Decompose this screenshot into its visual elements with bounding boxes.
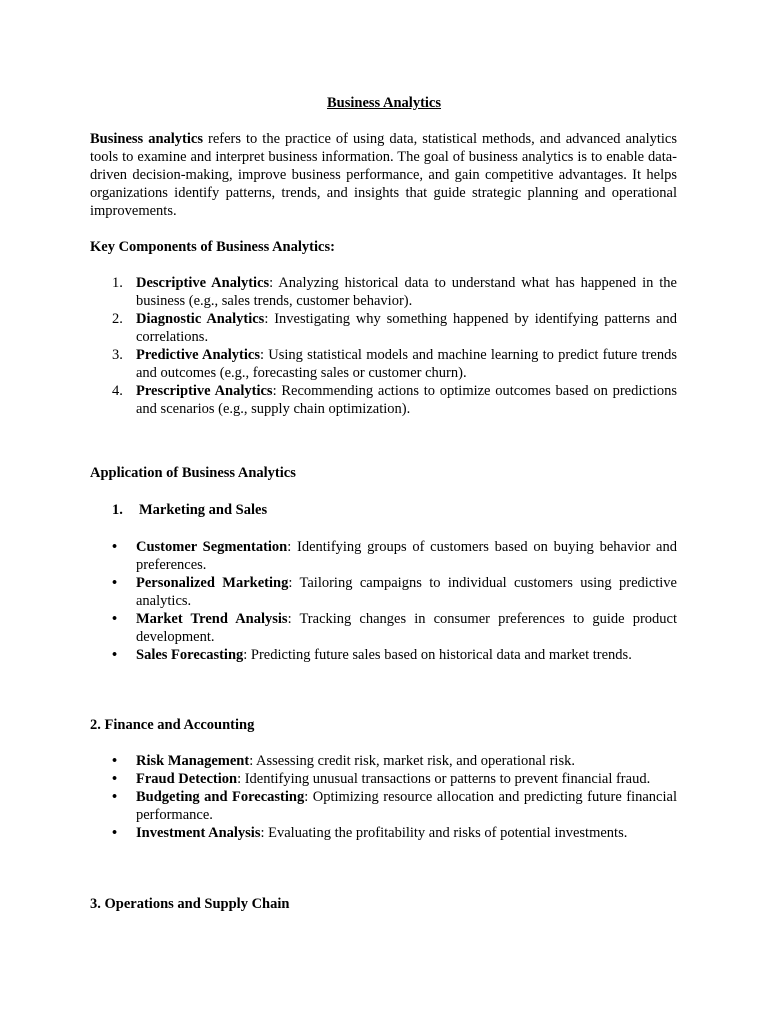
marketing-title: Marketing and Sales [139, 502, 268, 518]
document-title: Business Analytics [326, 95, 442, 111]
components-heading: Key Components of Business Analytics: [90, 239, 335, 255]
list-item: • Risk Management: Assessing credit risk, market risk, and operational risk. [112, 753, 575, 769]
components-list [90, 274, 677, 418]
intro-term: Business analytics [90, 131, 203, 147]
finance-heading: 2. Finance and Accounting [90, 717, 255, 733]
application-heading: Application of Business Analytics [90, 465, 296, 481]
intro-text: refers to the practice of using data, statistical methods, and advanced analytics tools to examine and interpret business information. The goal of business analytics is to enable data-driven decision-making, improve business performance, and gain competitive advantages. It helps organizations identify patterns, trends, and insights that guide strategic planning and operational improvements. [90, 131, 677, 219]
finance-list [90, 752, 677, 842]
list-item: • Personalized Marketing: Tailoring campaigns to individual customers using predictive analytics. [112, 575, 677, 609]
intro-paragraph [90, 130, 677, 220]
list-item: • Investment Analysis: Evaluating the profitability and risks of potential investments. [112, 825, 628, 841]
list-item: 2. Diagnostic Analytics: Investigating why something happened by identifying patterns and correlations. [112, 311, 677, 345]
list-item: • Budgeting and Forecasting: Optimizing resource allocation and predicting future financial performance. [112, 789, 677, 823]
list-item: 3. Predictive Analytics: Using statistical models and machine learning to predict future trends and outcomes (e.g., forecasting sales or customer churn). [112, 347, 677, 381]
list-item: • Market Trend Analysis: Tracking changes in consumer preferences to guide product development. [112, 611, 677, 645]
marketing-list [90, 538, 677, 664]
list-item: • Sales Forecasting: Predicting future sales based on historical data and market trends. [112, 647, 632, 663]
list-item: • Fraud Detection: Identifying unusual transactions or patterns to prevent financial fraud. [112, 771, 651, 787]
list-item: 1. Descriptive Analytics: Analyzing historical data to understand what has happened in the business (e.g., sales trends, customer behavior). [112, 275, 677, 309]
list-item: • Customer Segmentation: Identifying groups of customers based on buying behavior and preferences. [112, 539, 677, 573]
list-item: 4. Prescriptive Analytics: Recommending actions to optimize outcomes based on predictions and scenarios (e.g., supply chain optimization). [112, 383, 677, 417]
operations-heading: 3. Operations and Supply Chain [90, 896, 290, 912]
marketing-number: 1. [112, 502, 123, 518]
